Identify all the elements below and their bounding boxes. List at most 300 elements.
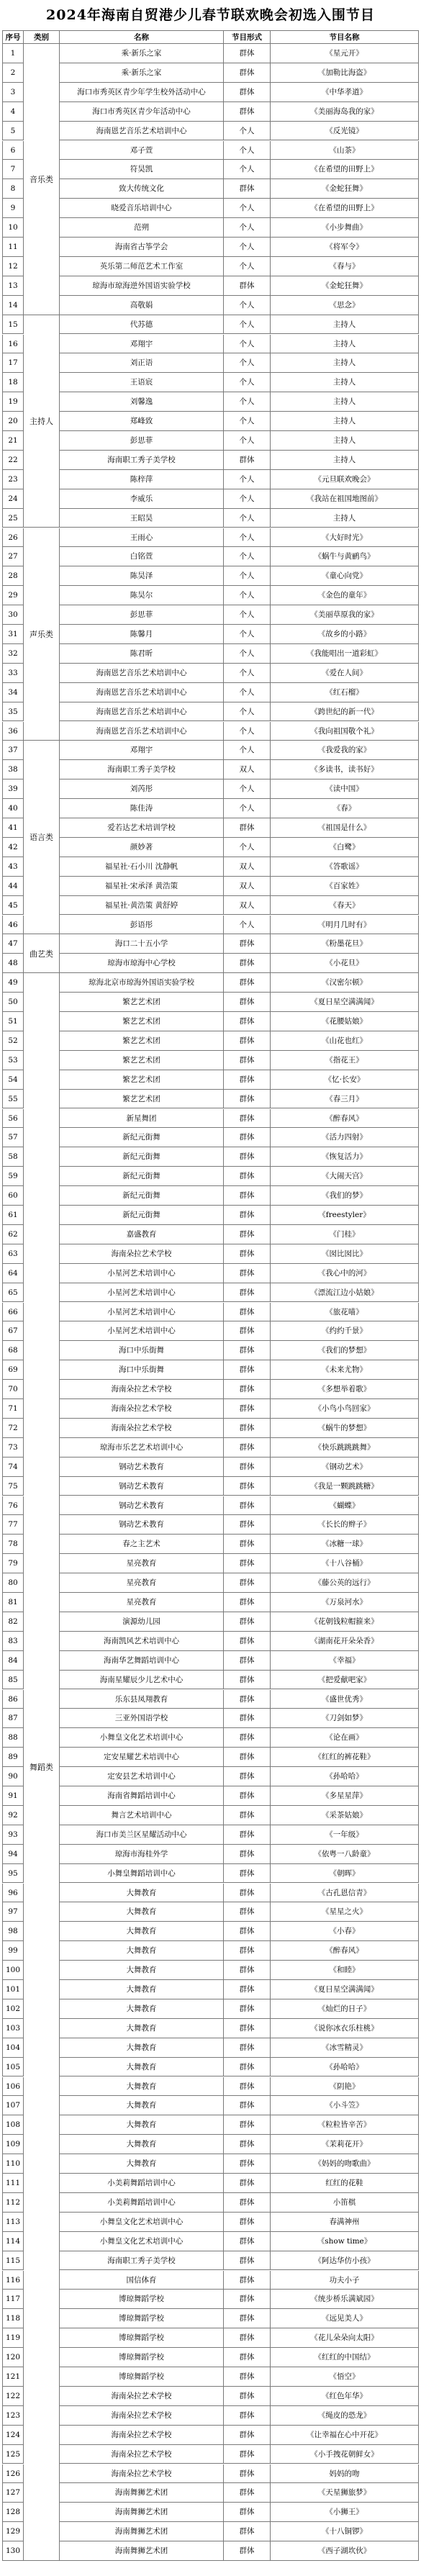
row-number: 77 <box>2 1515 24 1535</box>
table-row <box>2 1671 419 1690</box>
row-category <box>24 2464 60 2484</box>
row-name: 海南恩艺音乐艺术培训中心 <box>60 664 224 683</box>
table-row <box>2 916 419 935</box>
row-form: 群体 <box>224 954 271 973</box>
row-name: 大舞教育 <box>60 2038 224 2058</box>
row-category <box>24 83 60 102</box>
table-row <box>2 1090 419 1109</box>
row-program: 《醉春风》 <box>271 1941 419 1961</box>
row-form: 群体 <box>224 63 271 83</box>
table-row <box>2 1438 419 1458</box>
table-row <box>2 122 419 141</box>
row-program: 《小花旦》 <box>271 954 419 973</box>
row-program: 妈妈的吻 <box>271 2464 419 2484</box>
table-row <box>2 1167 419 1186</box>
table-row <box>2 2387 419 2406</box>
row-program: 《天星狮旅梦》 <box>271 2483 419 2503</box>
row-program: 《星星之火》 <box>271 1902 419 1922</box>
row-number: 95 <box>2 1864 24 1884</box>
row-number: 42 <box>2 838 24 857</box>
table-row <box>2 1709 419 1728</box>
row-category <box>24 102 60 122</box>
row-program: 《约约千景》 <box>271 1321 419 1341</box>
table-row <box>2 877 419 896</box>
row-category <box>24 2367 60 2387</box>
row-program: 《妈妈的吻歌曲》 <box>271 2154 419 2174</box>
row-category <box>24 1380 60 1399</box>
row-program: 《红红的裤花鞋》 <box>271 1748 419 1767</box>
row-form: 群体 <box>224 1051 271 1070</box>
row-name: 小舞皇文化艺术培训中心 <box>60 2232 224 2251</box>
row-program: 《蜗牛的梦想》 <box>271 1419 419 1438</box>
row-category <box>24 2348 60 2367</box>
row-name: 海口市秀英区青少年活动中心 <box>60 102 224 122</box>
row-number: 111 <box>2 2174 24 2193</box>
row-category <box>24 1845 60 1864</box>
row-name: 新纪元街舞 <box>60 1186 224 1206</box>
table-row <box>2 566 419 586</box>
table-row <box>2 1845 419 1864</box>
row-program: 《快乐跳跳跳舞》 <box>271 1438 419 1458</box>
row-category <box>24 2135 60 2154</box>
row-form: 个人 <box>224 605 271 625</box>
row-form: 群体 <box>224 1399 271 1419</box>
header-name: 名称 <box>60 30 224 44</box>
row-number: 123 <box>2 2406 24 2426</box>
row-program: 《藤公英的远行》 <box>271 1573 419 1593</box>
row-program: 《美丽草原我的家》 <box>271 605 419 625</box>
row-number: 50 <box>2 993 24 1012</box>
row-form: 群体 <box>224 1671 271 1690</box>
row-program: 《孙哈哈》 <box>271 1767 419 1786</box>
row-category <box>24 1515 60 1535</box>
row-category <box>24 2328 60 2348</box>
row-category <box>24 1321 60 1341</box>
row-category <box>24 392 60 412</box>
row-category <box>24 335 60 354</box>
row-number: 130 <box>2 2541 24 2561</box>
row-name: 海南朵拉艺术学校 <box>60 2445 224 2464</box>
row-number: 18 <box>2 373 24 392</box>
row-category <box>24 2309 60 2328</box>
row-category <box>24 1090 60 1109</box>
row-number: 101 <box>2 1980 24 1999</box>
row-category <box>24 1012 60 1031</box>
row-form: 群体 <box>224 1845 271 1864</box>
row-number: 94 <box>2 1845 24 1864</box>
row-name: 国信体育 <box>60 2271 224 2290</box>
row-category <box>24 2058 60 2077</box>
row-form: 群体 <box>224 451 271 470</box>
row-category <box>24 1283 60 1303</box>
row-name: 高敬娟 <box>60 296 224 315</box>
table-row <box>2 2445 419 2464</box>
row-name: 大舞教育 <box>60 1884 224 1903</box>
row-form: 群体 <box>224 1632 271 1651</box>
row-number: 41 <box>2 818 24 838</box>
row-form: 群体 <box>224 2464 271 2484</box>
row-category <box>24 1225 60 1244</box>
row-program: 《悟空》 <box>271 2367 419 2387</box>
row-form: 个人 <box>224 353 271 373</box>
row-program: 红红的花鞋 <box>271 2174 419 2193</box>
row-number: 103 <box>2 2019 24 2038</box>
table-row <box>2 1690 419 1709</box>
row-number: 51 <box>2 1012 24 1031</box>
row-program: 《红石榴》 <box>271 683 419 702</box>
row-category <box>24 779 60 799</box>
row-form: 群体 <box>224 2445 271 2464</box>
row-number: 55 <box>2 1090 24 1109</box>
row-category <box>24 818 60 838</box>
row-form: 个人 <box>224 122 271 141</box>
row-category <box>24 934 60 954</box>
row-number: 26 <box>2 528 24 548</box>
row-form: 双人 <box>224 896 271 916</box>
row-category <box>24 896 60 916</box>
row-form: 双人 <box>224 877 271 896</box>
row-category <box>24 547 60 566</box>
row-form: 群体 <box>224 2019 271 2038</box>
row-name: 博琼舞蹈学校 <box>60 2290 224 2309</box>
row-program: 《指花王》 <box>271 1051 419 1070</box>
table-row <box>2 934 419 954</box>
table-row <box>2 1419 419 1438</box>
table-row <box>2 1264 419 1283</box>
row-name: 琼海市海桂外学 <box>60 1845 224 1864</box>
row-name: 海南职工秀子美学校 <box>60 451 224 470</box>
row-form: 个人 <box>224 547 271 566</box>
row-form: 个人 <box>224 218 271 238</box>
row-form: 群体 <box>224 2290 271 2309</box>
row-category <box>24 1109 60 1129</box>
row-name: 新星舞团 <box>60 1109 224 1129</box>
row-form: 群体 <box>224 1496 271 1516</box>
table-row <box>2 1767 419 1786</box>
table-row <box>2 2174 419 2193</box>
row-number: 4 <box>2 102 24 122</box>
row-program: 主持人 <box>271 373 419 392</box>
table-row <box>2 2406 419 2426</box>
row-category <box>24 160 60 179</box>
row-category <box>24 1671 60 1690</box>
row-form: 群体 <box>224 2232 271 2251</box>
row-name: 郑峰致 <box>60 412 224 431</box>
row-number: 69 <box>2 1360 24 1380</box>
row-number: 122 <box>2 2387 24 2406</box>
row-category <box>24 218 60 238</box>
row-name: 新纪元街舞 <box>60 1167 224 1186</box>
row-number: 65 <box>2 1283 24 1303</box>
row-category <box>24 1496 60 1516</box>
row-number: 9 <box>2 199 24 218</box>
row-category <box>24 1206 60 1225</box>
row-category <box>24 1902 60 1922</box>
row-number: 35 <box>2 702 24 722</box>
row-category <box>24 296 60 315</box>
row-name: 陈佳涛 <box>60 799 224 818</box>
row-program: 《钢动艺术》 <box>271 1458 419 1477</box>
table-row <box>2 1515 419 1535</box>
row-form: 群体 <box>224 1709 271 1728</box>
row-program: 主持人 <box>271 392 419 412</box>
row-name: 邓翔宇 <box>60 741 224 760</box>
row-name: 钢动艺术教育 <box>60 1477 224 1496</box>
row-name: 李威乐 <box>60 489 224 509</box>
table-row <box>2 2522 419 2541</box>
row-name: 致大传统文化 <box>60 179 224 199</box>
row-name: 白铭萱 <box>60 547 224 566</box>
row-number: 119 <box>2 2328 24 2348</box>
row-name: 博琼舞蹈学校 <box>60 2367 224 2387</box>
row-number: 37 <box>2 741 24 760</box>
row-name: 海南舞狮艺术团 <box>60 2522 224 2541</box>
row-program: 主持人 <box>271 315 419 335</box>
row-form: 群体 <box>224 2115 271 2135</box>
row-name: 刘馨逸 <box>60 392 224 412</box>
row-category <box>24 741 60 760</box>
row-number: 81 <box>2 1593 24 1612</box>
row-category <box>24 2290 60 2309</box>
row-program: 《我是一颗跳跳糖》 <box>271 1477 419 1496</box>
row-category <box>24 954 60 973</box>
row-program: 《故乡的小路》 <box>271 625 419 644</box>
row-number: 66 <box>2 1303 24 1322</box>
row-name: 海口市秀英区青少年学生校外活动中心 <box>60 83 224 102</box>
table-row <box>2 451 419 470</box>
row-name: 彭思菲 <box>60 605 224 625</box>
row-program: 《门桂》 <box>271 1225 419 1244</box>
row-category <box>24 1748 60 1767</box>
row-name: 钢动艺术教育 <box>60 1458 224 1477</box>
row-name: 大舞教育 <box>60 1999 224 2019</box>
row-category <box>24 2445 60 2464</box>
row-category <box>24 2096 60 2115</box>
table-row <box>2 1593 419 1612</box>
category-cell: 音乐类 <box>24 44 60 315</box>
row-program: 《童心向党》 <box>271 566 419 586</box>
table-row <box>2 1477 419 1496</box>
table-row <box>2 2193 419 2213</box>
row-number: 73 <box>2 1438 24 1458</box>
row-form: 群体 <box>224 2503 271 2522</box>
row-name: 海南职工秀子美学校 <box>60 760 224 779</box>
row-number: 78 <box>2 1535 24 1554</box>
table-row <box>2 1360 419 1380</box>
row-number: 29 <box>2 586 24 605</box>
row-category <box>24 2077 60 2097</box>
row-form: 群体 <box>224 83 271 102</box>
table-row <box>2 857 419 877</box>
row-category <box>24 1186 60 1206</box>
table-row <box>2 1341 419 1360</box>
table-row <box>2 1554 419 1573</box>
row-category <box>24 489 60 509</box>
row-program: 主持人 <box>271 412 419 431</box>
row-number: 64 <box>2 1264 24 1283</box>
row-program: 《远见美人》 <box>271 2309 419 2328</box>
row-name: 演源幼儿园 <box>60 1612 224 1632</box>
table-row <box>2 2154 419 2174</box>
row-form: 个人 <box>224 238 271 257</box>
row-program: 《小狮王》 <box>271 2503 419 2522</box>
row-number: 43 <box>2 857 24 877</box>
row-name: 繁艺艺术团 <box>60 1051 224 1070</box>
row-number: 56 <box>2 1109 24 1129</box>
row-program: 《小手拽花朝鲜女》 <box>271 2445 419 2464</box>
row-number: 99 <box>2 1941 24 1961</box>
row-program: 春满神州 <box>271 2213 419 2232</box>
row-program: 《刀剑如梦》 <box>271 1709 419 1728</box>
row-program: 《花腰姑娘》 <box>271 1012 419 1031</box>
row-name: 繁艺艺术团 <box>60 1070 224 1090</box>
row-name: 小星河艺术培训中心 <box>60 1264 224 1283</box>
row-number: 61 <box>2 1206 24 1225</box>
table-row <box>2 1941 419 1961</box>
row-form: 群体 <box>224 1825 271 1845</box>
row-number: 82 <box>2 1612 24 1632</box>
row-program: 《花朝钱粒帽箍来》 <box>271 1612 419 1632</box>
row-number: 83 <box>2 1632 24 1651</box>
table-row <box>2 625 419 644</box>
table-row <box>2 1186 419 1206</box>
table-row <box>2 2503 419 2522</box>
row-name: 海南凯风艺术培训中心 <box>60 1632 224 1651</box>
row-number: 14 <box>2 296 24 315</box>
row-category <box>24 625 60 644</box>
row-program: 《孙哈哈》 <box>271 2058 419 2077</box>
row-name: 星亮教育 <box>60 1593 224 1612</box>
row-form: 群体 <box>224 1573 271 1593</box>
row-number: 106 <box>2 2077 24 2097</box>
row-form: 群体 <box>224 44 271 63</box>
row-program: 《冰糖一球》 <box>271 1535 419 1554</box>
row-name: 繁艺艺术团 <box>60 993 224 1012</box>
row-program: 《我们的梦》 <box>271 1186 419 1206</box>
document-title: 2024年海南自贸港少儿春节联欢晚会初选入围节目 <box>46 7 375 23</box>
row-name: 王雨心 <box>60 528 224 548</box>
row-name: 小舞皇文化艺术培训中心 <box>60 2213 224 2232</box>
row-category <box>24 257 60 276</box>
row-number: 31 <box>2 625 24 644</box>
row-form: 个人 <box>224 257 271 276</box>
row-form: 群体 <box>224 1070 271 1090</box>
table-row <box>2 1109 419 1129</box>
row-number: 49 <box>2 973 24 993</box>
row-form: 群体 <box>224 1767 271 1786</box>
row-number: 39 <box>2 779 24 799</box>
table-row <box>2 954 419 973</box>
row-program: 《湖南花开朵朵香》 <box>271 1632 419 1651</box>
row-program: 《星元开》 <box>271 44 419 63</box>
table-row <box>2 2213 419 2232</box>
row-form: 个人 <box>224 799 271 818</box>
row-program: 《多星星萍》 <box>271 1786 419 1806</box>
row-form: 群体 <box>224 2271 271 2290</box>
row-category <box>24 644 60 664</box>
row-number: 121 <box>2 2367 24 2387</box>
row-form: 个人 <box>224 335 271 354</box>
row-program: 《和睦》 <box>271 1961 419 1980</box>
row-number: 98 <box>2 1922 24 1941</box>
row-number: 58 <box>2 1147 24 1167</box>
row-form: 群体 <box>224 1515 271 1535</box>
row-program: 《金色的童年》 <box>271 586 419 605</box>
row-program: 《忆·长安》 <box>271 1070 419 1090</box>
row-form: 群体 <box>224 1167 271 1186</box>
row-number: 8 <box>2 179 24 199</box>
row-form: 群体 <box>224 1147 271 1167</box>
table-row <box>2 2271 419 2290</box>
row-category <box>24 1922 60 1941</box>
row-category <box>24 353 60 373</box>
row-number: 113 <box>2 2213 24 2232</box>
row-form: 群体 <box>224 1922 271 1941</box>
row-number: 74 <box>2 1458 24 1477</box>
row-category <box>24 2038 60 2058</box>
row-form: 群体 <box>224 1128 271 1147</box>
row-form: 群体 <box>224 2174 271 2193</box>
row-name: 彭思菲 <box>60 431 224 451</box>
row-form: 群体 <box>224 1438 271 1458</box>
row-form: 个人 <box>224 722 271 741</box>
row-category <box>24 2213 60 2232</box>
row-form: 群体 <box>224 102 271 122</box>
row-program: 《茉莉花开》 <box>271 2135 419 2154</box>
table-row <box>2 1283 419 1303</box>
row-number: 117 <box>2 2290 24 2309</box>
table-row <box>2 1206 419 1225</box>
table-row <box>2 335 419 354</box>
row-form: 群体 <box>224 2096 271 2115</box>
row-name: 大舞教育 <box>60 2135 224 2154</box>
row-category <box>24 1593 60 1612</box>
row-category <box>24 1147 60 1167</box>
row-category <box>24 122 60 141</box>
row-category <box>24 2387 60 2406</box>
table-row <box>2 2483 419 2503</box>
row-number: 36 <box>2 722 24 741</box>
table-row <box>2 1884 419 1903</box>
table-row <box>2 1051 419 1070</box>
row-form: 群体 <box>224 1786 271 1806</box>
table-row <box>2 741 419 760</box>
row-name: 大舞教育 <box>60 2077 224 2097</box>
row-program: 《十八谷桶》 <box>271 1554 419 1573</box>
header-program: 节目名称 <box>271 30 419 44</box>
row-number: 30 <box>2 605 24 625</box>
table-row <box>2 2019 419 2038</box>
row-number: 13 <box>2 276 24 296</box>
row-category <box>24 1690 60 1709</box>
row-form: 群体 <box>224 2541 271 2561</box>
row-category <box>24 1806 60 1825</box>
row-name: 琼海市琼海逆外国语实验学校 <box>60 276 224 296</box>
row-name: 大舞教育 <box>60 2019 224 2038</box>
row-program: 《西子湖坎伙》 <box>271 2541 419 2561</box>
row-name: 福星社·石小川 沈静帆 <box>60 857 224 877</box>
row-category <box>24 1651 60 1671</box>
row-form: 群体 <box>224 2348 271 2367</box>
row-program: 《反光镜》 <box>271 122 419 141</box>
row-name: 刘芮彤 <box>60 779 224 799</box>
row-form: 群体 <box>224 1593 271 1612</box>
row-category <box>24 1941 60 1961</box>
row-form: 个人 <box>224 586 271 605</box>
row-number: 85 <box>2 1671 24 1690</box>
row-form: 群体 <box>224 1206 271 1225</box>
row-number: 16 <box>2 335 24 354</box>
